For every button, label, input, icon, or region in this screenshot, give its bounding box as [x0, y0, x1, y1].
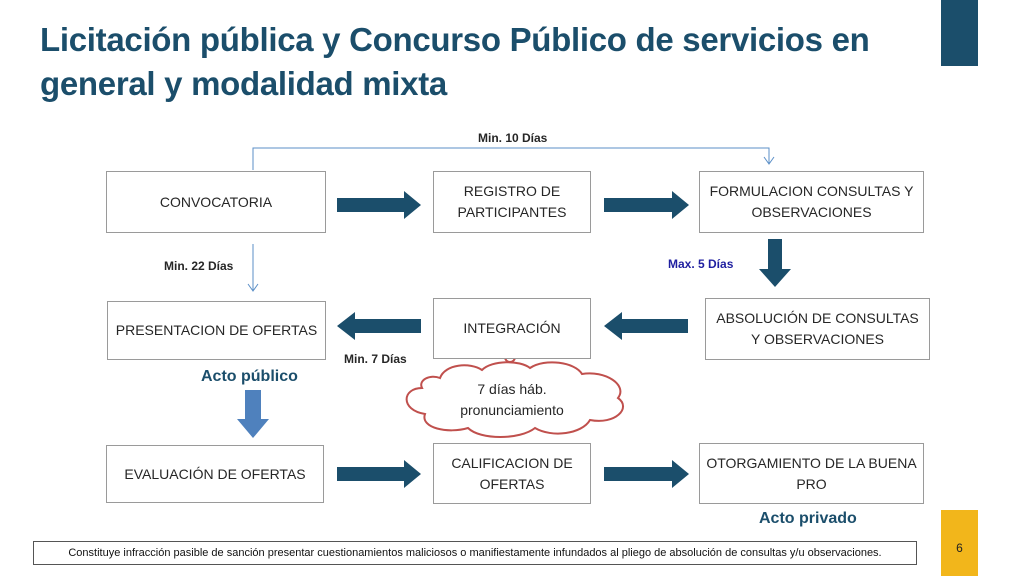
- arrow-right-1: [337, 191, 421, 219]
- page-number: 6: [956, 541, 963, 555]
- arrow-down-1: [759, 239, 791, 287]
- label-acto-publico: Acto público: [201, 368, 298, 385]
- arrow-left-2: [337, 312, 421, 340]
- box-presentacion-ofertas: PRESENTACION DE OFERTAS: [107, 301, 326, 360]
- arrow-left-1: [604, 312, 688, 340]
- box-convocatoria: CONVOCATORIA: [106, 171, 326, 233]
- box-otorgamiento-buena-pro: OTORGAMIENTO DE LA BUENA PRO: [699, 443, 924, 504]
- cloud-text: 7 días háb. pronunciamiento: [460, 381, 564, 418]
- footer-note: Constituye infracción pasible de sanción presentar cuestionamientos maliciosos o manifiestamente infundados al pliego de absolución de consultas y/u observaciones.: [33, 541, 917, 565]
- page-title: Licitación pública y Concurso Público de servicios en general y modalidad mixta: [40, 21, 870, 102]
- arrow-right-2: [604, 191, 689, 219]
- arrow-right-3: [337, 460, 421, 488]
- connector-min22: [248, 244, 258, 291]
- connector-min10: [253, 148, 774, 170]
- label-min-22-dias: Min. 22 Días: [164, 259, 234, 273]
- box-absolucion-consultas: ABSOLUCIÓN DE CONSULTAS Y OBSERVACIONES: [705, 298, 930, 360]
- label-max-5-dias: Max. 5 Días: [668, 257, 734, 271]
- label-acto-privado: Acto privado: [759, 510, 857, 527]
- box-registro-participantes: REGISTRO DE PARTICIPANTES: [433, 171, 591, 233]
- box-integracion: INTEGRACIÓN: [433, 298, 591, 359]
- box-calificacion-ofertas: CALIFICACION DE OFERTAS: [433, 443, 591, 504]
- box-evaluacion-ofertas: EVALUACIÓN DE OFERTAS: [106, 445, 324, 503]
- label-min-7-dias: Min. 7 Días: [344, 352, 407, 366]
- box-formulacion-consultas: FORMULACION CONSULTAS Y OBSERVACIONES: [699, 171, 924, 233]
- arrow-right-4: [604, 460, 689, 488]
- label-min-10-dias: Min. 10 Días: [478, 131, 548, 145]
- arrow-down-2: [237, 390, 269, 438]
